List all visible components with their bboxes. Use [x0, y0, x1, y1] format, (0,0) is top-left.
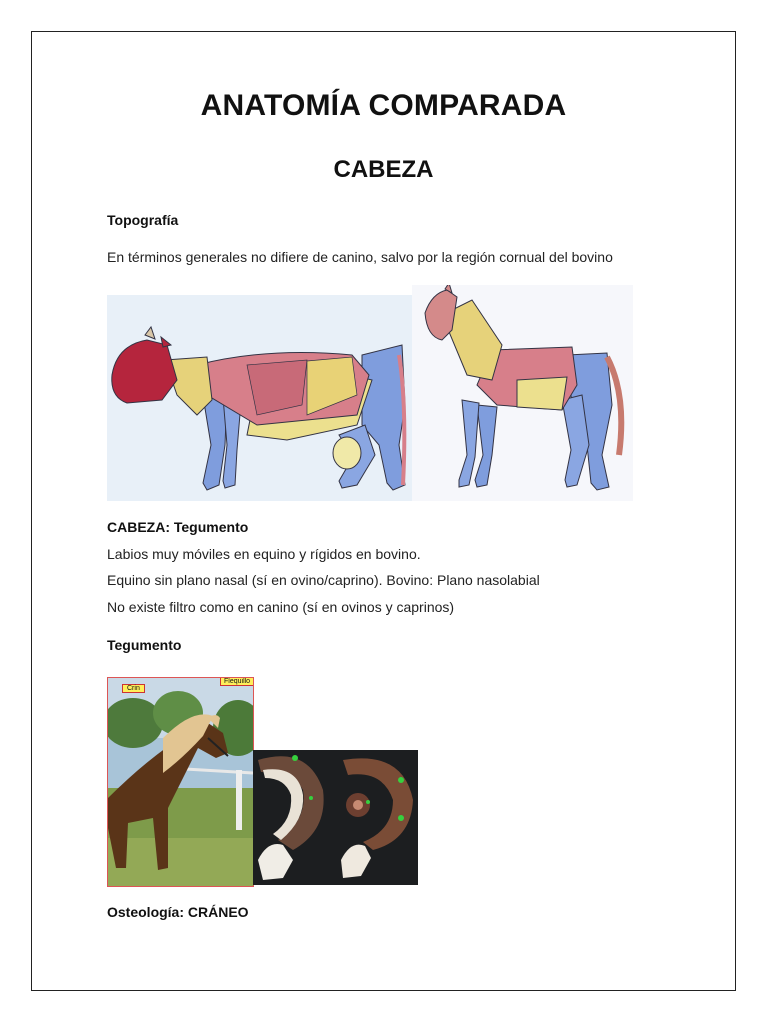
document-page	[31, 31, 736, 991]
document-subtitle: CABEZA	[333, 156, 434, 183]
tegumento-line-1: Labios muy móviles en equino y rígidos en bovino.	[107, 546, 421, 562]
heading-topografia: Topografía	[107, 212, 179, 228]
tegumento-line-2: Equino sin plano nasal (sí en ovino/caprino). Bovino: Plano nasolabial	[107, 572, 540, 588]
topography-illustration	[107, 285, 633, 501]
heading-cabeza-tegumento: CABEZA: Tegumento	[107, 519, 249, 535]
topografia-text: En términos generales no difiere de canino, salvo por la región cornual del bovino	[107, 249, 613, 265]
tegumento-line-3: No existe filtro como en canino (sí en ovinos y caprinos)	[107, 599, 455, 615]
heading-osteologia: Osteología: CRÁNEO	[107, 904, 249, 920]
horse-mane-photo	[107, 677, 254, 887]
flequillo-label: Flequillo	[220, 677, 254, 686]
horn-illustration	[253, 750, 418, 885]
horse-mane-illustration	[108, 678, 253, 886]
heading-tegumento: Tegumento	[107, 637, 182, 653]
crin-label: Crin	[122, 684, 145, 693]
topography-figure	[107, 285, 633, 501]
document-title: ANATOMÍA COMPARADA	[200, 89, 567, 122]
horn-photo	[253, 750, 418, 885]
